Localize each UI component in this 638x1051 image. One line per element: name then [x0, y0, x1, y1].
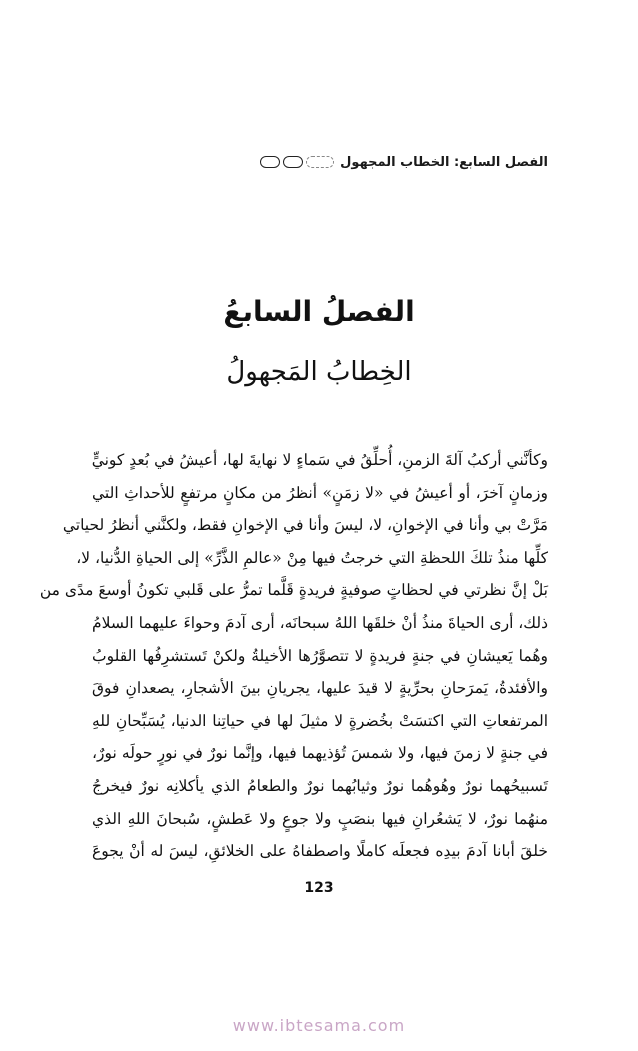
body-line: خلقَ أبانا آدمَ بيدِه فجعلَه كاملًا واصطفاهُ على الخلائقِ، ليسَ له أنْ يجوعَ — [92, 842, 548, 861]
ornament-pill-1 — [260, 156, 280, 168]
body-line: وزمانٍ آخرَ، أو أعيشُ في «لا زمَنٍ» أنظرُ من مكانٍ مرتفعٍ للأحداثِ التي — [92, 483, 548, 502]
body-line: منهُما نورٌ، لا يَشعُرانِ فيها بنصَبٍ ولا جوعٍ ولا عَطشٍ، سُبحانَ اللهِ الذي — [92, 809, 548, 828]
running-header — [90, 150, 548, 174]
body-line: في جنةٍ لا زمنَ فيها، ولا شمسَ تُؤذيهما فيها، وإنَّما نورٌ في نورٍ حولَه نورٌ، — [92, 744, 548, 763]
ornament-pill-3 — [306, 156, 334, 168]
running-header-title: الفصل السابع: الخطاب المجهول — [340, 154, 548, 170]
page-number: 123 — [304, 880, 334, 896]
chapter-title: الفصلُ السابعُ — [223, 295, 415, 328]
body-text — [39, 444, 548, 868]
chapter-subtitle: الخِطابُ المَجهولُ — [226, 357, 412, 387]
watermark-url: www.ibtesama.com — [232, 1016, 406, 1035]
body-line: وكأنَّني أركبُ آلةَ الزمنِ، أُحلِّقُ في سَماءٍ لا نهايةَ لها، أعيشُ في بُعدٍ كونيٍّ — [91, 451, 548, 469]
body-line: بَلْ إنَّ نظرتي في لحظاتٍ صوفيةٍ فريدةٍ قَلَّما تمرُّ على قَلبي تكونُ أوسعَ مدًى من — [39, 581, 548, 600]
body-line: وهُما يَعيشانِ في جنةٍ فريدةٍ لا تتصوَّرُها الأخيلةُ ولكنْ تَستشرِفُها القلوبُ — [92, 646, 548, 665]
body-line: ذلك، أرى الحياةَ منذُ أنْ خلقَها اللهُ سبحانَه، أرى آدمَ وحواءَ عليهما السلامُ — [92, 613, 548, 632]
ornament-pill-2 — [283, 156, 303, 168]
body-line: والأفئدةُ، يَمرَحانِ بحرِّيةٍ لا قيدَ عليها، يجريانِ بينَ الأشجارِ، يصعدانِ فوقَ — [92, 679, 548, 698]
body-line: المرتفعاتِ التي اكتسَتْ بخُضرةٍ لا مثيلَ لها في حياتِنا الدنيا، يُسَبِّحانِ للهِ — [92, 711, 548, 730]
header-ornament-icon — [260, 156, 334, 168]
body-line: كلِّها منذُ تلكَ اللحظةِ التي خرجتُ فيها مِنْ «عالمِ الذَّرِّ» إلى الحياةِ الدُّنيا، لا، — [76, 548, 548, 567]
body-line: تَسبيحُهما نورٌ وهُوهُما نورٌ وثيابُهما نورٌ والطعامُ الذي يأكلانِه نورٌ فيخرجُ — [92, 776, 548, 795]
body-line: مَرَّتْ بي وأنا في الإخوانِ، لا، ليسَ وأنا في الإخوانِ فقط، ولكنَّني أنظرُ لحياتي — [62, 516, 548, 535]
